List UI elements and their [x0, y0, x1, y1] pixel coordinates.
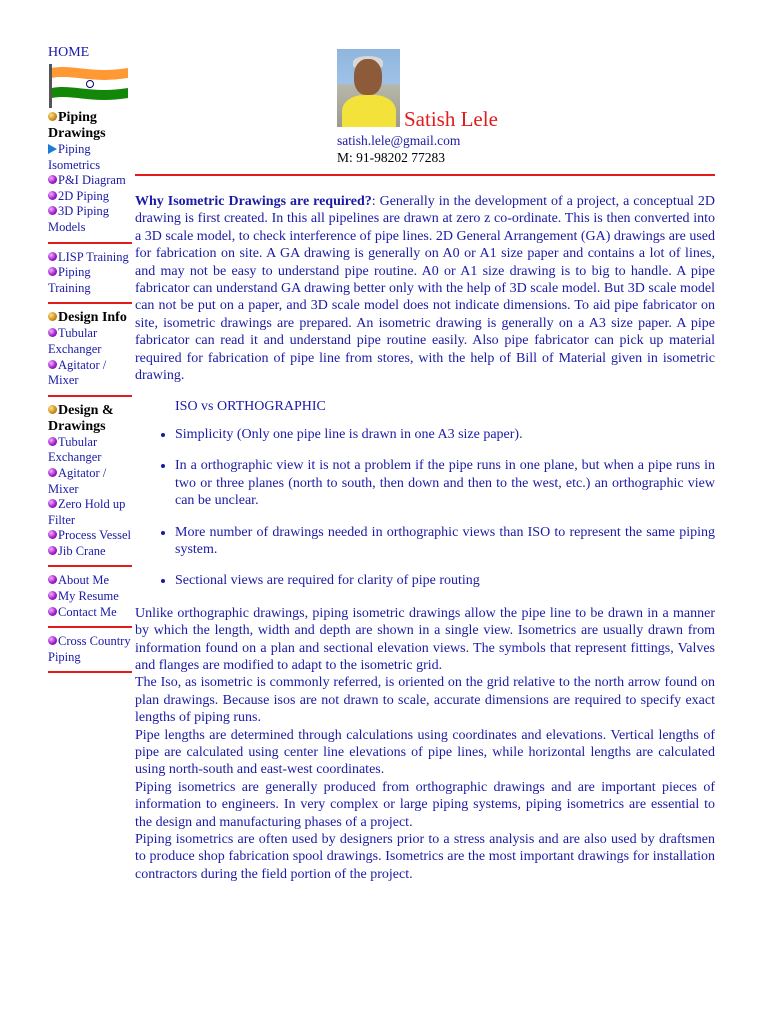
sidebar-section [48, 403, 132, 560]
sidebar-item[interactable]: Cross Country Piping [48, 634, 131, 664]
sidebar-divider [48, 626, 132, 628]
intro-heading: Why Isometric Drawings are required? [135, 194, 372, 209]
sidebar-section [48, 634, 132, 665]
sidebar-section-title: Piping Drawings [48, 110, 106, 141]
sidebar-item[interactable]: Jib Crane [48, 544, 132, 560]
sidebar-item[interactable]: Tubular Exchanger [48, 434, 102, 465]
arrow-right-icon [48, 144, 57, 154]
list-item: • Simplicity (Only one pipe line is drawn in one A3 size paper). [175, 426, 715, 443]
body-paragraph: The Iso, as isometric is commonly referred, is oriented on the grid relative to the north arrow found on plan drawings. Because isos are not drawn to scale, accurate dimensions are required to specify exact lengths of piping runs. [135, 675, 715, 726]
iso-vs-ortho-heading: ISO vs ORTHOGRAPHIC [175, 399, 326, 415]
sidebar-item[interactable]: Process Vessel [48, 528, 132, 544]
article-content [135, 193, 715, 883]
purple-ball-icon [48, 468, 57, 477]
body-paragraphs [135, 605, 715, 884]
purple-ball-icon [48, 206, 57, 215]
sidebar-item[interactable]: P&I Diagram [48, 173, 132, 189]
purple-ball-icon [48, 575, 57, 584]
sidebar-divider [48, 565, 132, 567]
sidebar-divider [48, 242, 132, 244]
sidebar-section [48, 110, 132, 236]
purple-ball-icon [48, 530, 57, 539]
purple-ball-icon [48, 437, 57, 446]
purple-ball-icon [48, 267, 57, 276]
sidebar-nav [48, 44, 132, 679]
sidebar-item[interactable]: Tubular Exchanger [48, 326, 102, 356]
home-link[interactable]: HOME [48, 45, 90, 60]
purple-ball-icon [48, 191, 57, 200]
purple-ball-icon [48, 607, 57, 616]
comparison-list [135, 426, 715, 590]
orange-ball-icon [48, 112, 57, 121]
body-paragraph: Pipe lengths are determined through calculations using coordinates and elevations. Vertical lengths of pipe are calculated using center line elevations of pipe lines, while horizontal lengths are calculated using north-south and east-west coordinates. [135, 727, 715, 778]
sidebar-item[interactable]: My Resume [48, 589, 132, 605]
india-flag-icon [48, 64, 132, 108]
purple-ball-icon [48, 591, 57, 600]
header-divider [135, 174, 715, 176]
phone-number: M: 91-98202 77283 [337, 150, 445, 165]
intro-text: : Generally in the development of a project, a conceptual 2D drawing is first created. In this all pipelines are drawn at zero z co-ordinate. This is then converted into a 3D scale model, to check interference of pipe lines. 2D General Arrangement (GA) drawings are used for fabrication on site. A GA drawing is generally on A0 or A1 size paper and contains a lot of lines, and may not be easy to understand pipe routine. A0 or A1 size drawing is to big to handle. A pipe fabricator can understand GA drawing better only with the help of 3D scale model. But 3D scale model can not be put on a paper, and 3D scale model does not indicate dimensions. To aid pipe fabricator on site, isometric drawings are prepared. An isometric drawing is generally on a A3 size paper. A pipe fabricator can read it and understand pipe routine easily. Also pipe fabricator can pick up material required for fabrication of pipe line from stores, with the help of Bill of Material given in isometric drawing. [135, 194, 716, 384]
list-item: • More number of drawings needed in orthographic views than ISO to represent the same piping system. [175, 524, 715, 559]
list-item: • Sectional views are required for clarity of pipe routing [175, 572, 715, 589]
purple-ball-icon [48, 546, 57, 555]
body-paragraph: Unlike orthographic drawings, piping isometric drawings allow the pipe line to be drawn in a manner by which the length, width and depth are shown in a single view. Isometrics are usually drawn from information found on a plan and sectional elevation views. The symbols that represent fittings, Valves and flanges are modified to adapt to the isometric grid. [135, 605, 715, 673]
orange-ball-icon [48, 312, 57, 321]
sidebar-item[interactable]: About Me [48, 573, 132, 589]
sidebar-divider [48, 671, 132, 673]
sidebar-section-title: Design & Drawings [48, 402, 114, 434]
sidebar-item[interactable]: Piping Isometrics [48, 142, 101, 172]
sidebar-section-title: Design Info [48, 310, 132, 326]
sidebar-item[interactable]: Agitator / Mixer [48, 357, 107, 388]
body-paragraph: Piping isometrics are often used by designers prior to a stress analysis and are also used by draftsmen to produce shop fabrication spool drawings. Isometrics are the most important drawings for installation contractors during the field portion of the project. [135, 832, 715, 882]
email-link[interactable]: satish.lele@gmail.com [337, 133, 461, 148]
purple-ball-icon [48, 360, 57, 369]
purple-ball-icon [48, 175, 57, 184]
sidebar-section [48, 250, 132, 297]
body-paragraph: Piping isometrics are generally produced from orthographic drawings and are important pieces of information to engineers. In very complex or large piping systems, piping isometrics are essential to the design and manufacturing phases of a project. [135, 779, 715, 830]
list-item: • In a orthographic view it is not a problem if the pipe runs in one plane, but when a pipe runs in two or three planes (north to south, then down and then to the west, etc.) an orthographic view can be unclear. [175, 457, 715, 509]
profile-photo [337, 49, 400, 127]
sidebar-item[interactable]: 3D Piping Models [48, 204, 110, 234]
purple-ball-icon [48, 499, 57, 508]
sidebar-item[interactable]: Zero Hold up Filter [48, 497, 126, 527]
sidebar-section [48, 310, 132, 388]
sidebar-sections [48, 110, 132, 673]
sidebar-item[interactable]: 2D Piping [48, 189, 132, 205]
purple-ball-icon [48, 252, 57, 261]
purple-ball-icon [48, 636, 57, 645]
author-name: Satish Lele [404, 107, 498, 131]
sidebar-item[interactable]: Piping Training [48, 265, 91, 295]
orange-ball-icon [48, 405, 57, 414]
sidebar-divider [48, 302, 132, 304]
intro-paragraph [135, 193, 715, 384]
sidebar-item[interactable]: LISP Training [48, 250, 132, 266]
purple-ball-icon [48, 328, 57, 337]
sidebar-divider [48, 395, 132, 397]
sidebar-item[interactable]: Contact Me [48, 605, 132, 621]
sidebar-item[interactable]: Agitator / Mixer [48, 465, 107, 496]
sidebar-section [48, 573, 132, 620]
